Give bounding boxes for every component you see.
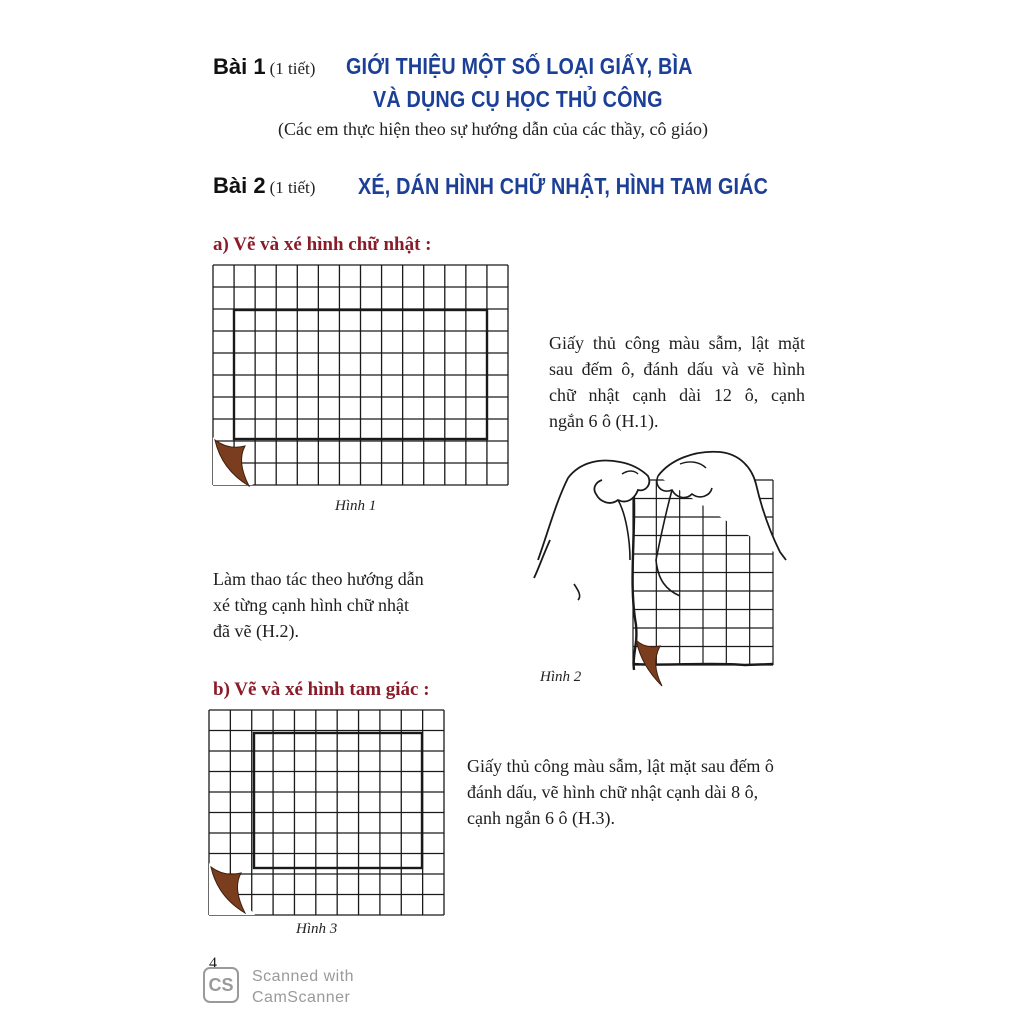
section-b-instruction	[467, 753, 812, 831]
instruction-b-line: cạnh ngắn 6 ô (H.3).	[467, 808, 615, 828]
page-number: 4	[209, 955, 217, 972]
section-a-heading: a) Vẽ và xé hình chữ nhật :	[213, 234, 432, 255]
instruction-b-line: đánh dấu, vẽ hình chữ nhật cạnh dài 8 ô,	[467, 782, 759, 802]
lesson1-title-line2: VÀ DỤNG CỤ HỌC THỦ CÔNG	[373, 86, 663, 112]
figure2-illustration	[530, 440, 790, 695]
section-b-heading: b) Vẽ và xé hình tam giác :	[213, 679, 430, 700]
figure1-caption: Hình 1	[335, 498, 377, 514]
figure1-gridlines	[213, 265, 508, 485]
figure2-folded-corner	[636, 640, 662, 686]
section-a-instruction	[549, 330, 805, 434]
lesson1-note: (Các em thực hiện theo sự hướng dẫn của các thầy, cô giáo)	[278, 119, 708, 139]
lesson1-title-line1: GIỚI THIỆU MỘT SỐ LOẠI GIẤY, BÌA	[346, 53, 693, 79]
instruction-b-line: Giấy thủ công màu sẫm, lật mặt sau đếm ô	[467, 756, 774, 776]
tear-instruction-line: đã vẽ (H.2).	[213, 621, 299, 641]
lesson2-number: Bài 2	[213, 173, 266, 198]
figure3-gridlines	[209, 710, 444, 915]
tear-instruction-line: xé từng cạnh hình chữ nhật	[213, 595, 409, 615]
figure2-right-hand	[658, 452, 786, 560]
lesson1-header	[213, 54, 315, 80]
lesson2-header	[213, 173, 315, 199]
instruction-a-line: ngắn 6 ô (H.1).	[549, 411, 659, 431]
camscanner-logo: CS	[203, 967, 239, 1003]
lesson1-duration: (1 tiết)	[269, 59, 316, 78]
figure3-grid	[205, 705, 450, 917]
instruction-a-line: Giấy thủ công màu sẫm, lật mặt	[549, 333, 805, 353]
instruction-a-line: sau đếm ô, đánh dấu và vẽ hình	[549, 359, 805, 379]
figure2-caption: Hình 2	[540, 669, 582, 685]
tear-instruction-line: Làm thao tác theo hướng dẫn	[213, 569, 424, 589]
watermark-line1: Scanned with	[252, 968, 355, 985]
instruction-a-line: chữ nhật cạnh dài 12 ô, cạnh	[549, 385, 805, 405]
lesson2-title: XÉ, DÁN HÌNH CHỮ NHẬT, HÌNH TAM GIÁC	[358, 173, 769, 199]
lesson1-number: Bài 1	[213, 54, 266, 79]
figure3-rectangle-outline	[254, 733, 422, 868]
figure3-caption: Hình 3	[296, 921, 338, 937]
watermark-line2: CamScanner	[252, 989, 351, 1006]
camscanner-watermark	[252, 966, 354, 1008]
figure1-grid	[205, 260, 515, 490]
section-a-tear-instruction	[213, 566, 473, 644]
lesson2-duration: (1 tiết)	[269, 178, 316, 197]
